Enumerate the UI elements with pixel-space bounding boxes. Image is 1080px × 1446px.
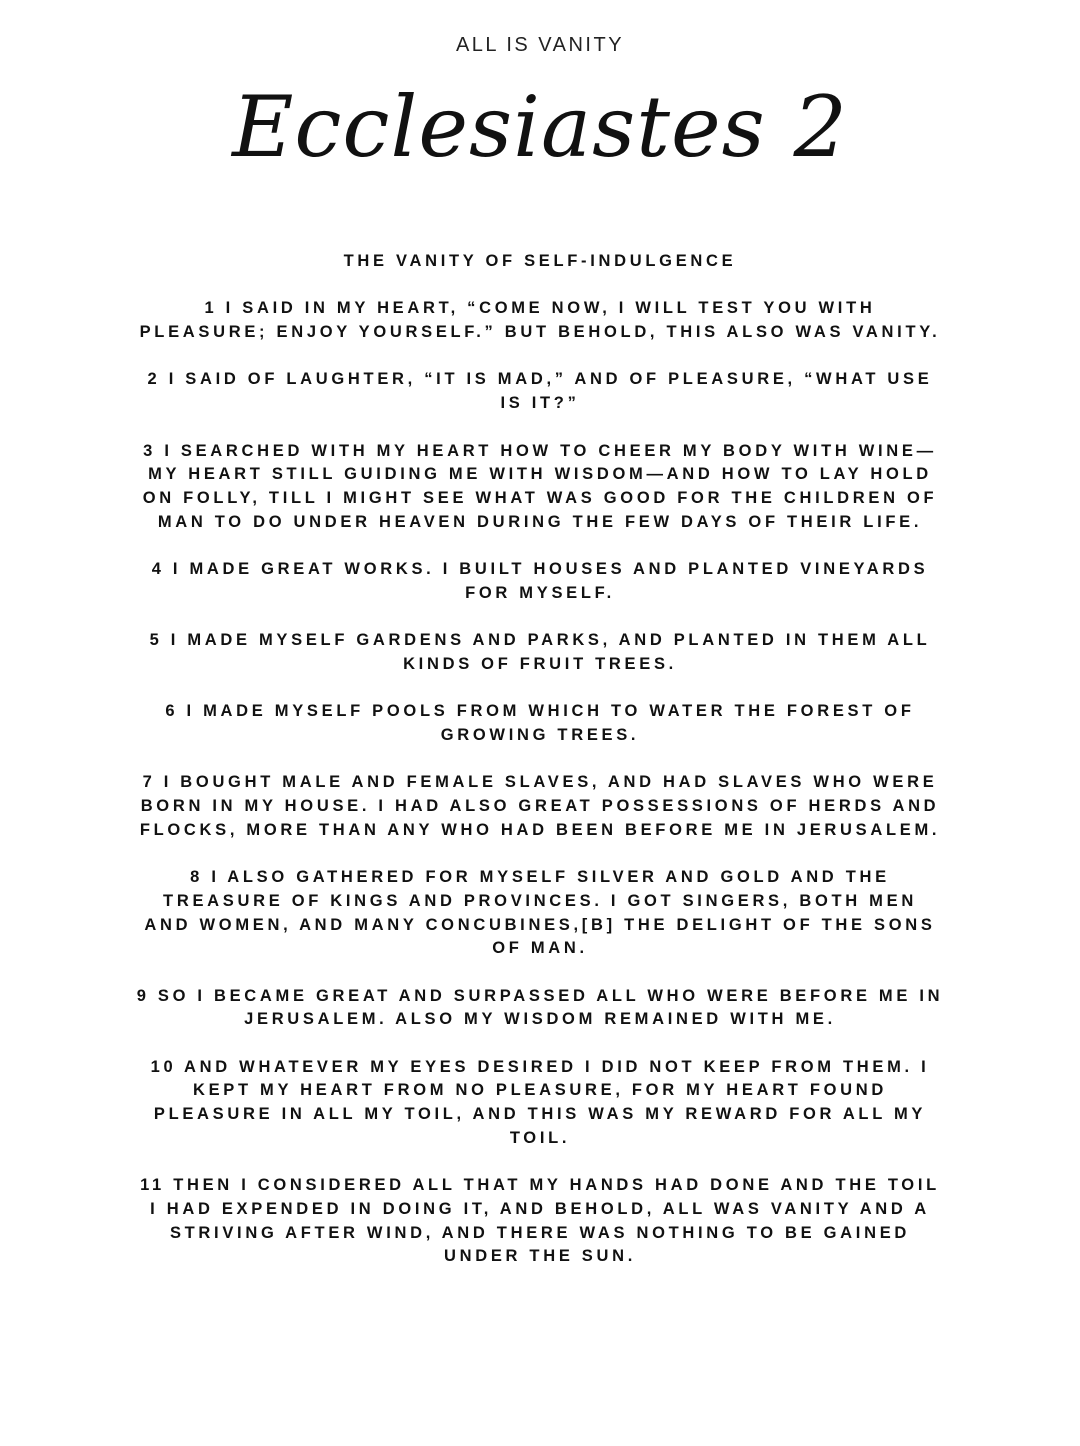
- verse-line: TREASURE OF KINGS AND PROVINCES. I GOT SINGERS, BOTH MEN: [163, 891, 917, 910]
- verse-line: JERUSALEM. ALSO MY WISDOM REMAINED WITH ME.: [244, 1010, 836, 1029]
- verse-4: [0, 558, 1080, 605]
- verse-3: [0, 440, 1080, 535]
- verse-8: [0, 866, 1080, 961]
- verse-list: [0, 297, 1080, 1269]
- verse-line: I HAD EXPENDED IN DOING IT, AND BEHOLD, ALL WAS VANITY AND A: [150, 1199, 930, 1218]
- verse-line: KINDS OF FRUIT TREES.: [403, 654, 677, 673]
- verse-line: ON FOLLY, TILL I MIGHT SEE WHAT WAS GOOD FOR THE CHILDREN OF: [142, 488, 938, 507]
- verse-7: [0, 771, 1080, 842]
- verse-line: UNDER THE SUN.: [443, 1247, 637, 1266]
- verse-10: [0, 1056, 1080, 1151]
- verse-line: 11 THEN I CONSIDERED ALL THAT MY HANDS HAD DONE AND THE TOIL: [140, 1176, 940, 1195]
- verse-line: IS IT?”: [500, 394, 580, 413]
- verse-line: 4 I MADE GREAT WORKS. I BUILT HOUSES AND PLANTED VINEYARDS: [151, 560, 929, 579]
- verse-1: [0, 297, 1080, 344]
- verse-line: FLOCKS, MORE THAN ANY WHO HAD BEEN BEFORE ME IN JERUSALEM.: [139, 820, 941, 839]
- verse-2: [0, 368, 1080, 415]
- verse-line: 6 I MADE MYSELF POOLS FROM WHICH TO WATER THE FOREST OF: [165, 702, 915, 721]
- verse-line: MAN TO DO UNDER HEAVEN DURING THE FEW DAYS OF THEIR LIFE.: [157, 512, 923, 531]
- verse-9: [0, 985, 1080, 1032]
- verse-line: MY HEART STILL GUIDING ME WITH WISDOM—AND HOW TO LAY HOLD: [148, 465, 932, 484]
- verse-6: [0, 700, 1080, 747]
- verse-line: 7 I BOUGHT MALE AND FEMALE SLAVES, AND HAD SLAVES WHO WERE: [142, 773, 938, 792]
- verse-line: STRIVING AFTER WIND, AND THERE WAS NOTHING TO BE GAINED: [169, 1223, 911, 1242]
- scripture-body: [0, 250, 1080, 1293]
- verse-line: 5 I MADE MYSELF GARDENS AND PARKS, AND PLANTED IN THEM ALL: [149, 631, 931, 650]
- page-title: Ecclesiastes 2: [232, 78, 848, 176]
- verse-line: 10 AND WHATEVER MY EYES DESIRED I DID NOT KEEP FROM THEM. I: [150, 1057, 930, 1076]
- verse-line: 8 I ALSO GATHERED FOR MYSELF SILVER AND GOLD AND THE: [190, 868, 890, 887]
- verse-line: TOIL.: [509, 1128, 571, 1147]
- verse-11: [0, 1174, 1080, 1269]
- verse-line: 2 I SAID OF LAUGHTER, “IT IS MAD,” AND OF PLEASURE, “WHAT USE: [147, 370, 933, 389]
- verse-line: OF MAN.: [492, 939, 588, 958]
- verse-line: PLEASURE; ENJOY YOURSELF.” BUT BEHOLD, THIS ALSO WAS VANITY.: [139, 323, 941, 342]
- verse-line: KEPT MY HEART FROM NO PLEASURE, FOR MY HEART FOUND: [192, 1081, 888, 1100]
- verse-line: 1 I SAID IN MY HEART, “COME NOW, I WILL TEST YOU WITH: [204, 299, 876, 318]
- verse-line: PLEASURE IN ALL MY TOIL, AND THIS WAS MY REWARD FOR ALL MY: [153, 1105, 927, 1124]
- verse-line: FOR MYSELF.: [465, 583, 615, 602]
- verse-line: BORN IN MY HOUSE. I HAD ALSO GREAT POSSESSIONS OF HERDS AND: [140, 797, 940, 816]
- verse-line: AND WOMEN, AND MANY CONCUBINES,[B] THE DELIGHT OF THE SONS: [144, 915, 936, 934]
- verse-line: 9 SO I BECAME GREAT AND SURPASSED ALL WHO WERE BEFORE ME IN: [136, 986, 944, 1005]
- verse-line: 3 I SEARCHED WITH MY HEART HOW TO CHEER MY BODY WITH WINE—: [143, 441, 937, 460]
- verse-line: GROWING TREES.: [440, 725, 640, 744]
- kicker-text: ALL IS VANITY: [455, 34, 625, 56]
- section-heading: THE VANITY OF SELF-INDULGENCE: [343, 252, 737, 270]
- verse-5: [0, 629, 1080, 676]
